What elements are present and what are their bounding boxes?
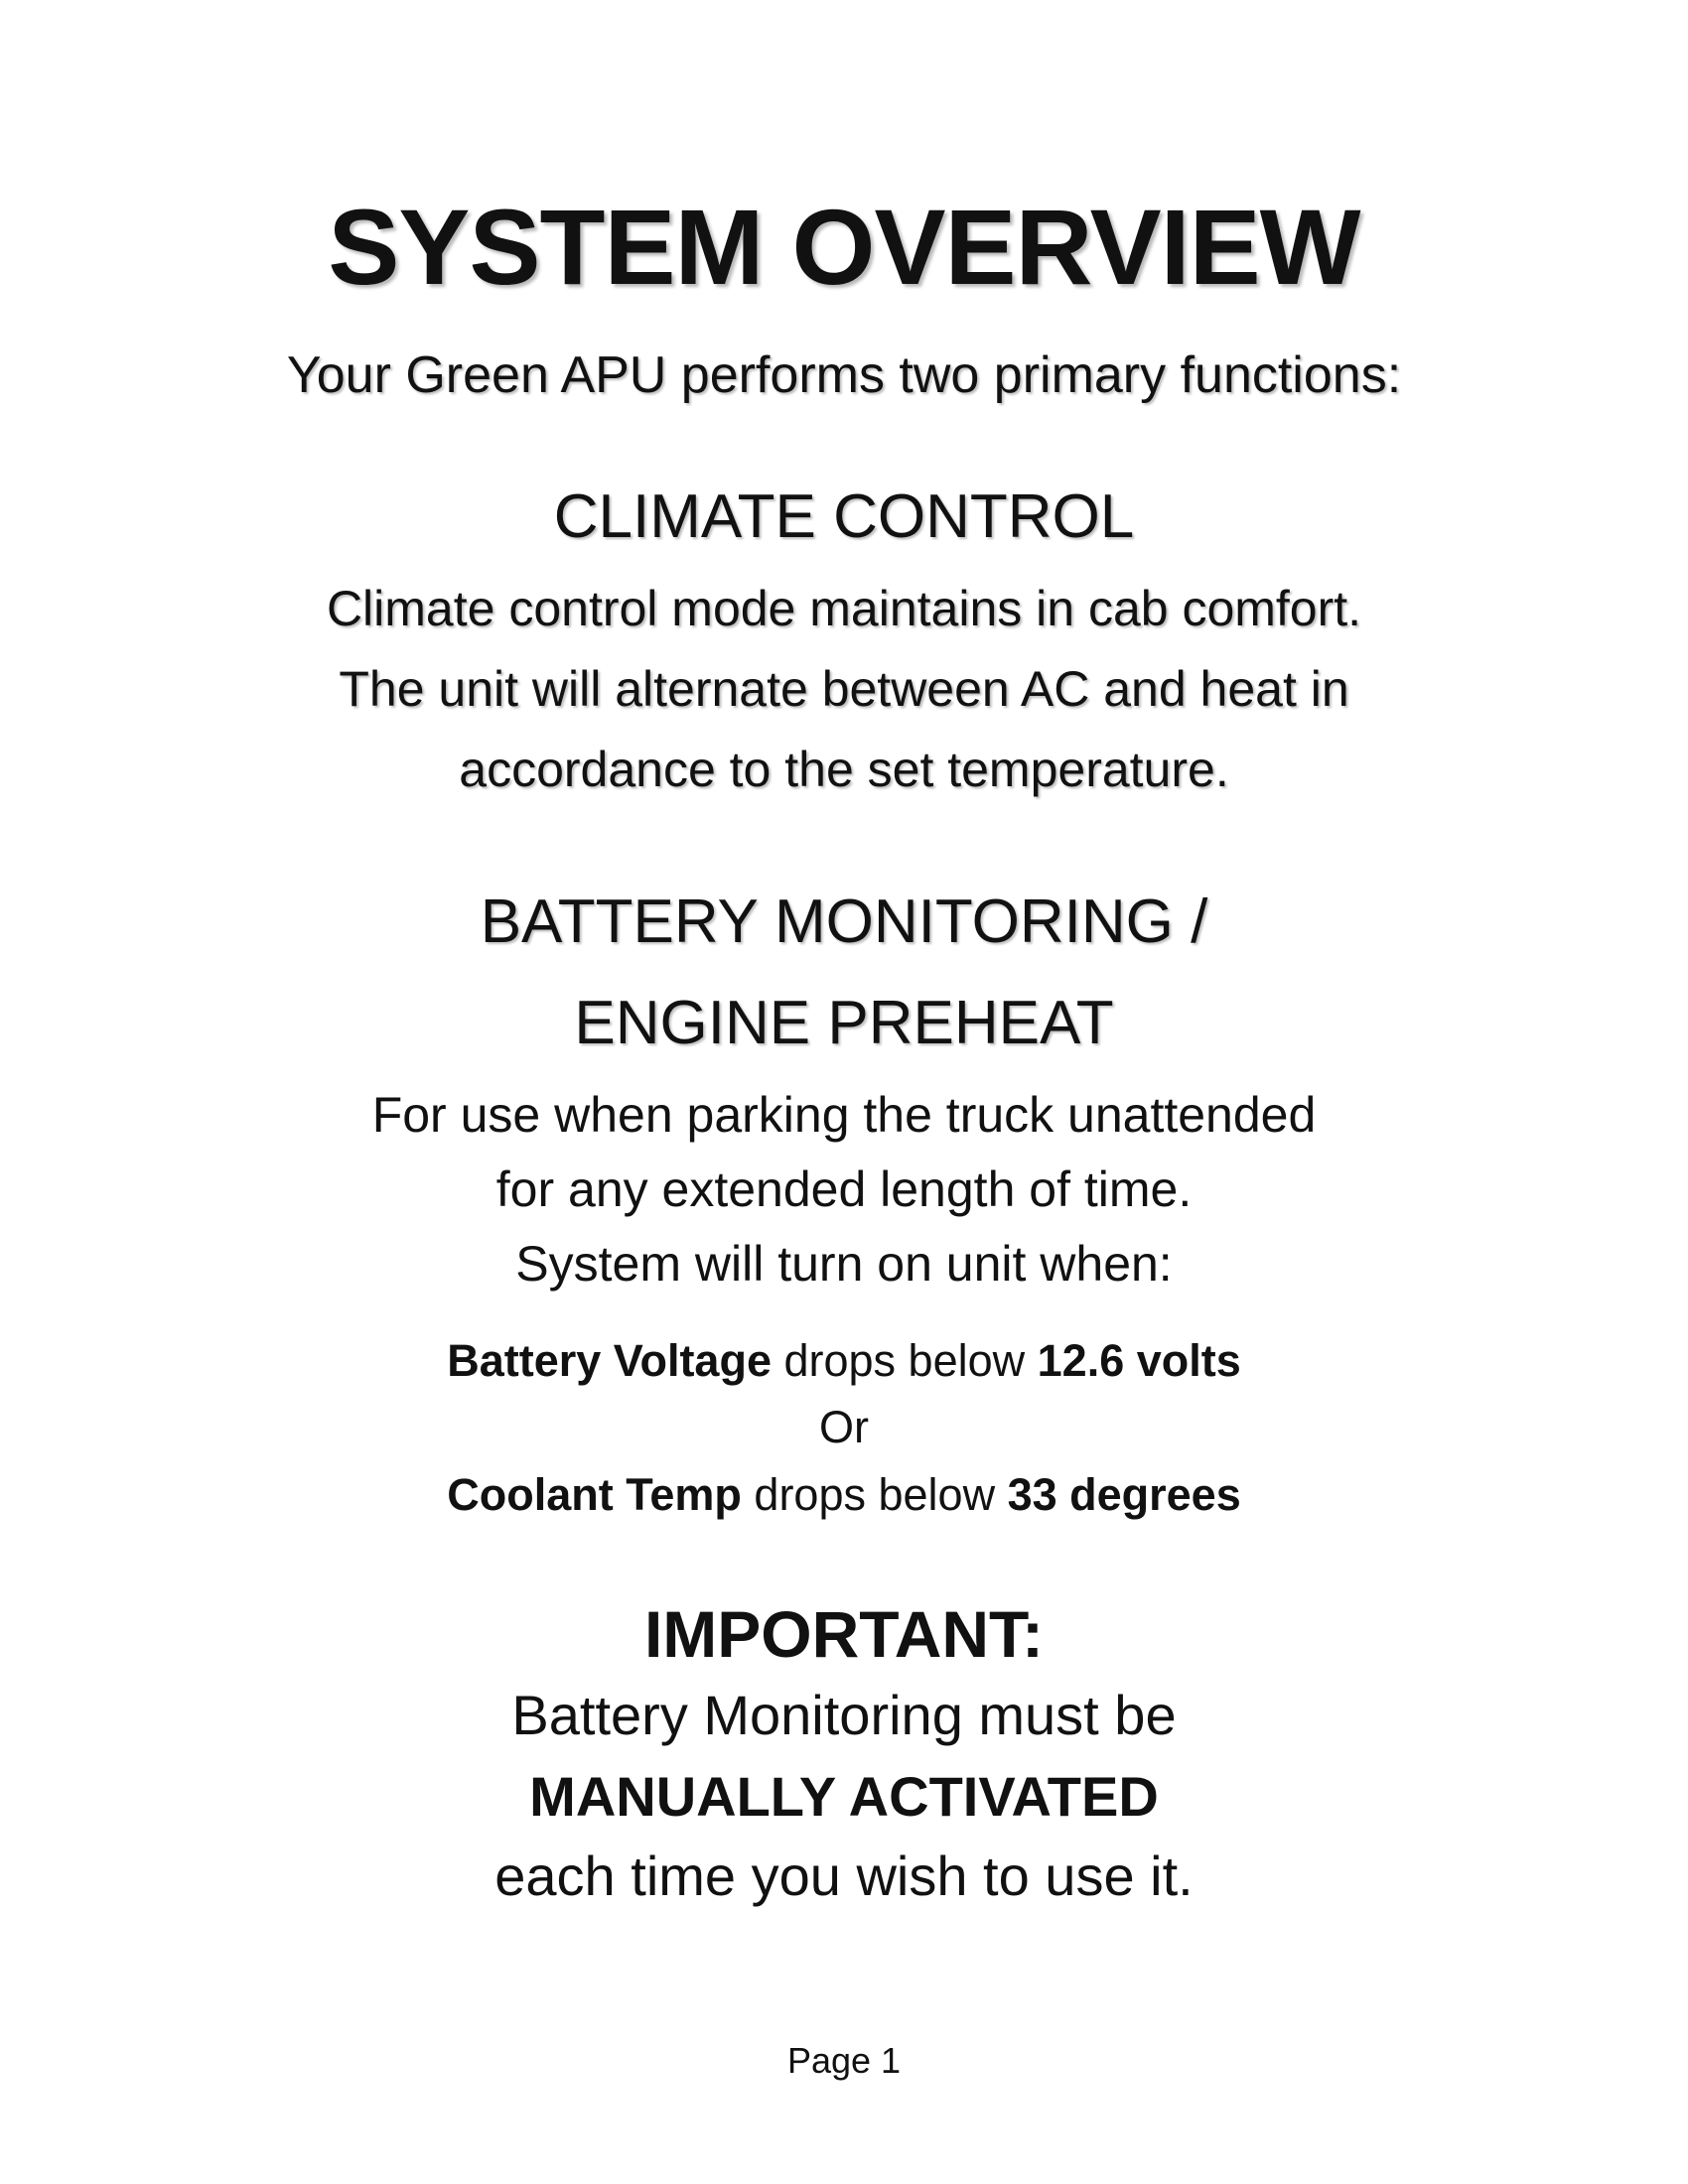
- climate-control-heading: CLIMATE CONTROL: [553, 482, 1135, 551]
- battery-voltage-label: Battery Voltage: [447, 1335, 772, 1386]
- battery-voltage-value: 12.6 volts: [1037, 1335, 1241, 1386]
- coolant-temp-label: Coolant Temp: [447, 1469, 742, 1520]
- condition-or-text: Or: [819, 1402, 869, 1452]
- important-heading: IMPORTANT:: [643, 1597, 1045, 1671]
- coolant-temp-condition: [0, 1469, 1688, 1520]
- battery-description-line-2: for any extended length of time.: [495, 1161, 1193, 1217]
- battery-description-line-3: System will turn on unit when:: [515, 1236, 1173, 1292]
- important-line-1: Battery Monitoring must be: [511, 1684, 1177, 1746]
- coolant-temp-connector: drops below: [741, 1469, 1008, 1520]
- climate-description-line-1: Climate control mode maintains in cab comfort.: [326, 581, 1362, 636]
- page-number: Page 1: [786, 2040, 902, 2081]
- climate-description-line-2: The unit will alternate between AC and heat in: [339, 661, 1349, 717]
- battery-monitoring-heading-line-1: BATTERY MONITORING /: [480, 887, 1208, 956]
- battery-voltage-condition: [0, 1335, 1688, 1386]
- battery-monitoring-heading-line-2: ENGINE PREHEAT: [574, 989, 1114, 1057]
- intro-text: Your Green APU performs two primary functions:: [286, 346, 1402, 404]
- important-line-3: each time you wish to use it.: [494, 1844, 1194, 1907]
- coolant-temp-value: 33 degrees: [1007, 1469, 1241, 1520]
- page-title: SYSTEM OVERVIEW: [328, 187, 1360, 307]
- battery-description-line-1: For use when parking the truck unattended: [371, 1087, 1317, 1143]
- climate-description-line-3: accordance to the set temperature.: [459, 742, 1229, 797]
- battery-voltage-connector: drops below: [771, 1335, 1038, 1386]
- important-line-2: MANUALLY ACTIVATED: [529, 1765, 1159, 1828]
